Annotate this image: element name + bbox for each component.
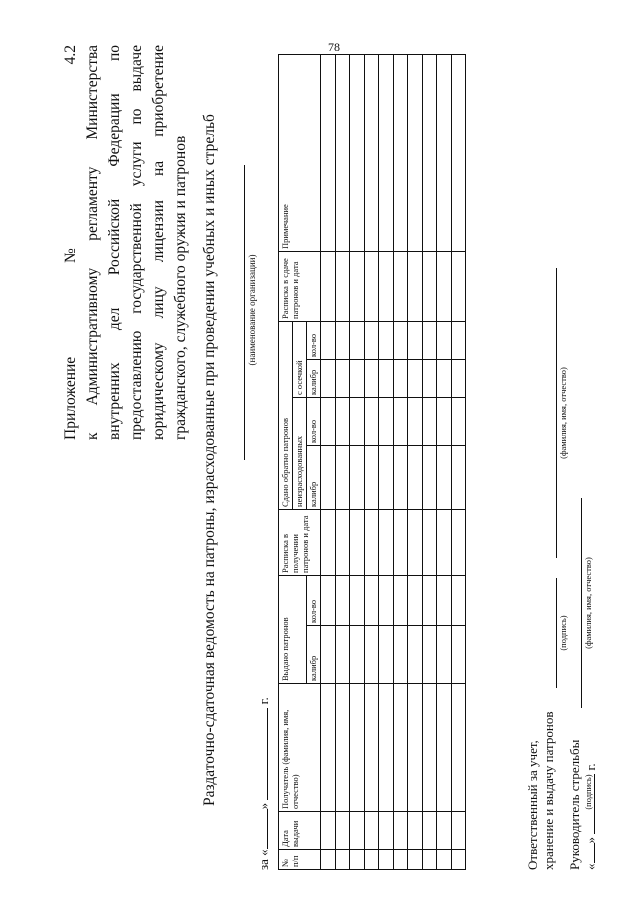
- table-cell[interactable]: [422, 509, 437, 575]
- table-cell[interactable]: [335, 626, 350, 684]
- month-year-blank: [257, 708, 268, 800]
- table-row: [321, 54, 336, 869]
- table-cell[interactable]: [437, 397, 452, 445]
- table-cell[interactable]: [364, 575, 379, 625]
- responsible-name-caption: (фамилия, имя, отчество): [558, 367, 568, 459]
- table-cell[interactable]: [422, 397, 437, 445]
- table-cell[interactable]: [393, 359, 408, 397]
- table-cell[interactable]: [335, 509, 350, 575]
- period-prefix: за «: [256, 849, 271, 870]
- table-cell[interactable]: [393, 626, 408, 684]
- table-cell[interactable]: [350, 359, 365, 397]
- table-cell[interactable]: [393, 684, 408, 812]
- table-cell[interactable]: [393, 397, 408, 445]
- table-cell[interactable]: [364, 850, 379, 870]
- table-cell[interactable]: [437, 321, 452, 359]
- table-cell[interactable]: [335, 321, 350, 359]
- table-cell[interactable]: [364, 684, 379, 812]
- table-cell[interactable]: [321, 445, 336, 509]
- table-row: [437, 54, 452, 869]
- table-cell[interactable]: [321, 54, 336, 251]
- table-cell[interactable]: [335, 54, 350, 251]
- organization-caption: (наименование организации): [247, 254, 257, 366]
- table-cell[interactable]: [379, 626, 394, 684]
- table-cell[interactable]: [321, 812, 336, 850]
- table-cell[interactable]: [350, 812, 365, 850]
- table-cell[interactable]: [451, 54, 466, 251]
- document-title: Раздаточно-сдаточная ведомость на патроны, израсходованные при проведении учебных и иных стрельб: [201, 114, 218, 806]
- table-cell[interactable]: [350, 54, 365, 251]
- table-cell[interactable]: [422, 445, 437, 509]
- table-cell[interactable]: [335, 575, 350, 625]
- table-cell[interactable]: [451, 359, 466, 397]
- table-cell[interactable]: [364, 509, 379, 575]
- organization-blank-line: [244, 165, 245, 460]
- table-cell[interactable]: [335, 850, 350, 870]
- table-row: [335, 54, 350, 869]
- table-cell[interactable]: [422, 251, 437, 321]
- table-cell[interactable]: [437, 359, 452, 397]
- responsible-label-1: Ответственный за учет,: [525, 740, 540, 870]
- period-mid: »: [256, 802, 271, 810]
- appendix-heading: [60, 45, 192, 440]
- table-cell[interactable]: [321, 397, 336, 445]
- table-cell[interactable]: [350, 850, 365, 870]
- table-cell[interactable]: [437, 850, 452, 870]
- table-cell[interactable]: [408, 575, 423, 625]
- table-cell[interactable]: [451, 850, 466, 870]
- table-cell[interactable]: [408, 509, 423, 575]
- table-row: [379, 54, 394, 869]
- table-cell[interactable]: [408, 850, 423, 870]
- day-blank: [257, 809, 268, 849]
- appendix-line: предоставлению государственной услуги по выдаче: [128, 45, 145, 440]
- table-cell[interactable]: [408, 626, 423, 684]
- period-line: [256, 697, 272, 870]
- period-suffix: г.: [256, 697, 271, 705]
- table-row: [350, 54, 365, 869]
- table-cell[interactable]: [408, 812, 423, 850]
- table-cell[interactable]: [350, 626, 365, 684]
- header-issued: Выдано патронов: [279, 575, 307, 683]
- table-cell[interactable]: [364, 251, 379, 321]
- table-cell[interactable]: [451, 575, 466, 625]
- header-misfire: с осечкой: [293, 321, 307, 397]
- table-cell[interactable]: [393, 445, 408, 509]
- table-cell[interactable]: [408, 321, 423, 359]
- table-cell[interactable]: [364, 54, 379, 251]
- table-cell[interactable]: [451, 251, 466, 321]
- table-cell[interactable]: [364, 626, 379, 684]
- table-cell[interactable]: [350, 397, 365, 445]
- table-row: [393, 54, 408, 869]
- table-cell[interactable]: [379, 397, 394, 445]
- table-cell[interactable]: [335, 251, 350, 321]
- table-row: [422, 54, 437, 869]
- page-number: 78: [328, 40, 340, 54]
- table-cell[interactable]: [393, 321, 408, 359]
- header-issued-caliber: калибр: [307, 626, 321, 684]
- date-month-blank[interactable]: [584, 774, 595, 834]
- table-cell[interactable]: [422, 812, 437, 850]
- appendix-line: гражданского, служебного оружия и патронов: [172, 135, 189, 440]
- table-cell[interactable]: [321, 509, 336, 575]
- table-cell[interactable]: [437, 812, 452, 850]
- table-cell[interactable]: [364, 321, 379, 359]
- table-row: [364, 54, 379, 869]
- table-cell[interactable]: [379, 321, 394, 359]
- table-cell[interactable]: [422, 54, 437, 251]
- appendix-line: Приложение № 4.2: [62, 45, 79, 440]
- table-cell[interactable]: [393, 251, 408, 321]
- table-cell[interactable]: [350, 575, 365, 625]
- table-cell[interactable]: [451, 626, 466, 684]
- table-cell[interactable]: [379, 54, 394, 251]
- appendix-line: юридическому лицу лицензии на приобретение: [150, 45, 167, 440]
- table-cell[interactable]: [379, 850, 394, 870]
- table-cell[interactable]: [437, 54, 452, 251]
- table-cell[interactable]: [364, 445, 379, 509]
- responsible-sign-line[interactable]: [556, 578, 557, 688]
- table-cell[interactable]: [350, 251, 365, 321]
- table-cell[interactable]: [364, 359, 379, 397]
- table-cell[interactable]: [437, 575, 452, 625]
- range-head-sign-caption: (подпись): [583, 774, 593, 810]
- table-row: [408, 54, 423, 869]
- header-returned: Сдано обратно патронов: [279, 321, 293, 509]
- rotated-sheet: [60, 30, 600, 870]
- table-cell[interactable]: [364, 812, 379, 850]
- date-suffix: г.: [583, 763, 598, 771]
- table-cell[interactable]: [364, 397, 379, 445]
- range-head-name-caption: (фамилия, имя, отчество): [583, 557, 593, 649]
- range-head-label: Руководитель стрельбы: [567, 739, 582, 870]
- header-misfire-caliber: калибр: [307, 359, 321, 397]
- table-cell[interactable]: [350, 509, 365, 575]
- table-cell[interactable]: [321, 626, 336, 684]
- table-cell[interactable]: [393, 54, 408, 251]
- table-cell[interactable]: [379, 575, 394, 625]
- range-head-name-line[interactable]: [581, 498, 582, 708]
- table-cell[interactable]: [350, 321, 365, 359]
- table-cell[interactable]: [350, 445, 365, 509]
- header-issued-qty: кол-во: [307, 575, 321, 625]
- table-cell[interactable]: [335, 684, 350, 812]
- table-cell[interactable]: [393, 575, 408, 625]
- date-prefix: «: [583, 863, 598, 870]
- table-cell[interactable]: [379, 509, 394, 575]
- table-cell[interactable]: [422, 684, 437, 812]
- table-cell[interactable]: [437, 251, 452, 321]
- table-cell[interactable]: [408, 397, 423, 445]
- responsible-name-line[interactable]: [556, 268, 557, 558]
- table-cell[interactable]: [379, 251, 394, 321]
- table-cell[interactable]: [379, 812, 394, 850]
- table-cell[interactable]: [408, 445, 423, 509]
- table-cell[interactable]: [422, 850, 437, 870]
- header-receipt-returned: Расписка в сдаче патронов и дата: [279, 251, 321, 321]
- table-cell[interactable]: [321, 359, 336, 397]
- range-head-date: [583, 763, 599, 870]
- responsible-label-2: хранение и выдачу патронов: [541, 711, 556, 870]
- table-cell[interactable]: [422, 575, 437, 625]
- table-cell[interactable]: [451, 684, 466, 812]
- table-cell[interactable]: [379, 684, 394, 812]
- table-cell[interactable]: [408, 684, 423, 812]
- date-day-blank[interactable]: [584, 844, 595, 864]
- header-unspent: неизрасходованных: [293, 397, 307, 509]
- table-cell[interactable]: [437, 626, 452, 684]
- appendix-line: к Административному регламенту Министерства: [84, 45, 101, 440]
- table-row: [451, 54, 466, 869]
- table-cell[interactable]: [321, 251, 336, 321]
- table-cell[interactable]: [350, 684, 365, 812]
- table-body: [321, 54, 466, 869]
- table-cell[interactable]: [393, 850, 408, 870]
- table-cell[interactable]: [335, 397, 350, 445]
- table-cell[interactable]: [321, 321, 336, 359]
- header-receipt-received: Расписка в получении патронов и дата: [279, 509, 321, 575]
- table-cell[interactable]: [422, 359, 437, 397]
- header-number: № п/п: [279, 850, 321, 870]
- table-cell[interactable]: [335, 359, 350, 397]
- table-cell[interactable]: [422, 626, 437, 684]
- table-cell[interactable]: [321, 684, 336, 812]
- table-cell[interactable]: [393, 812, 408, 850]
- table-cell[interactable]: [437, 509, 452, 575]
- table-cell[interactable]: [335, 812, 350, 850]
- table-cell[interactable]: [451, 397, 466, 445]
- table-cell[interactable]: [379, 359, 394, 397]
- table-cell[interactable]: [437, 445, 452, 509]
- table-cell[interactable]: [321, 850, 336, 870]
- table-cell[interactable]: [451, 812, 466, 850]
- table-cell[interactable]: [422, 321, 437, 359]
- responsible-sign-caption: (подпись): [558, 615, 568, 651]
- header-unspent-qty: кол-во: [307, 397, 321, 445]
- issue-return-table: [278, 54, 466, 870]
- header-date: Дата выдачи: [279, 812, 321, 850]
- table-cell[interactable]: [451, 321, 466, 359]
- date-mid: »: [583, 837, 598, 844]
- table-cell[interactable]: [408, 251, 423, 321]
- table-cell[interactable]: [437, 684, 452, 812]
- header-unspent-caliber: калибр: [307, 445, 321, 509]
- header-misfire-qty: кол-во: [307, 321, 321, 359]
- header-note: Примечание: [279, 54, 321, 251]
- table-cell[interactable]: [379, 445, 394, 509]
- table-cell[interactable]: [451, 445, 466, 509]
- appendix-line: внутренних дел Российской Федерации по: [106, 45, 123, 440]
- table-cell[interactable]: [321, 575, 336, 625]
- table-cell[interactable]: [393, 509, 408, 575]
- table-cell[interactable]: [408, 54, 423, 251]
- table-cell[interactable]: [335, 445, 350, 509]
- header-recipient: Получатель (фамилия, имя, отчество): [279, 684, 321, 812]
- table-cell[interactable]: [408, 359, 423, 397]
- table-cell[interactable]: [451, 509, 466, 575]
